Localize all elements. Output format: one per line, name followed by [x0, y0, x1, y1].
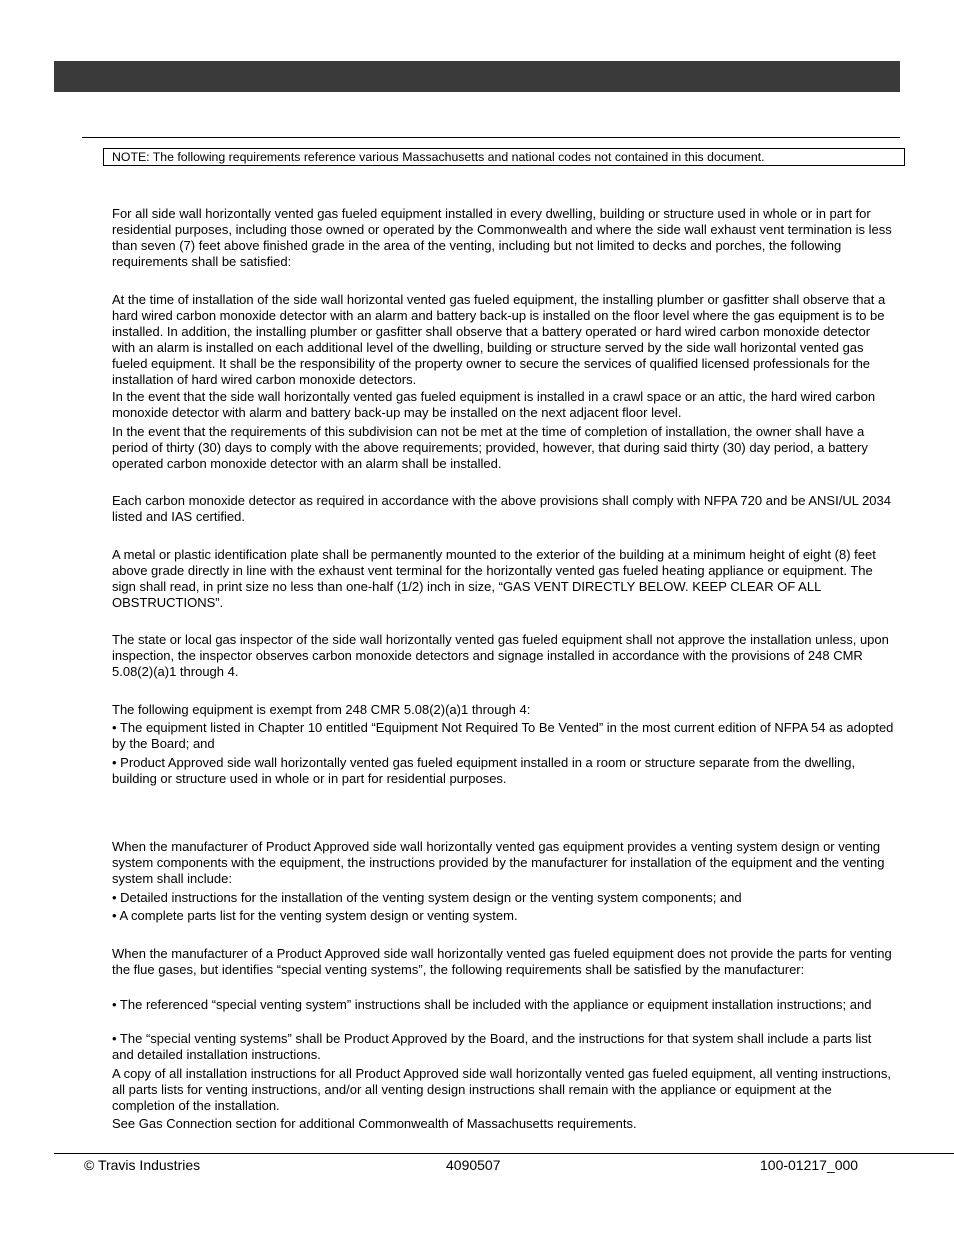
paragraph-detector-compliance: Each carbon monoxide detector as required in accordance with the above provisions shall comply with NFPA 720 and be ANSI/UL 2034 listed and IAS certified.: [112, 493, 891, 524]
exemption-item-separate-structure: • Product Approved side wall horizontally vented gas fueled equipment installed in a room or structure separate from the dwelling, building or structure used in whole or in part for residential purposes.: [112, 755, 856, 786]
paragraph-special-venting: When the manufacturer of a Product Approved side wall horizontally vented gas fueled equipment does not provide the parts for venting the flue gases, but identifies “special venting systems”, the following requirements shall be satisfied by the manufacturer:: [112, 946, 892, 977]
footer-document-number: 4090507: [446, 1157, 501, 1173]
paragraph-manufacturer-venting-design: When the manufacturer of Product Approved side wall horizontally vented gas equipment provides a venting system design or venting system components with the equipment, the instructions provided by the manufacturer for installation of the equipment and the venting system shall include:: [112, 839, 885, 886]
paragraph-residential-requirements: For all side wall horizontally vented gas fueled equipment installed in every dwelling, building or structure used in whole or in part for residential purposes, including those owned or operated by the Commonwealth and where the side wall exhaust vent termination is less than seven (7) feet above finished grade in the area of the venting, including but not limited to decks and porches, the following requirements shall be satisfied:: [112, 206, 892, 269]
list-item-product-approved: • The “special venting systems” shall be Product Approved by the Board, and the instructions for that system shall include a parts list and detailed installation instructions.: [112, 1031, 872, 1062]
footer-part-number: 100-01217_000: [760, 1157, 859, 1173]
top-rule: [82, 137, 900, 138]
exemption-item-nfpa54: • The equipment listed in Chapter 10 entitled “Equipment Not Required To Be Vented” in the most current edition of NFPA 54 as adopted by the Board; and: [112, 720, 894, 751]
footer-copyright: © Travis Industries: [84, 1157, 201, 1173]
header-bar: [54, 61, 900, 92]
note-box: NOTE: The following requirements reference various Massachusetts and national codes not contained in this document.: [103, 148, 905, 166]
paragraph-gas-connection-reference: See Gas Connection section for additional Commonwealth of Massachusetts requirements.: [112, 1116, 637, 1131]
paragraph-identification-plate: A metal or plastic identification plate shall be permanently mounted to the exterior of the building at a minimum height of eight (8) feet above grade directly in line with the exhaust vent terminal for the horizontally vented gas fueled heating appliance or equipment. The sign shall read, in print size no less than one-half (1/2) inch in size, “GAS VENT DIRECTLY BELOW. KEEP CLEAR OF ALL OBSTRUCTIONS”.: [112, 547, 876, 610]
paragraph-exemptions: The following equipment is exempt from 248 CMR 5.08(2)(a)1 through 4:: [112, 702, 531, 717]
paragraph-inspection: The state or local gas inspector of the side wall horizontally vented gas fueled equipment shall not approve the installation unless, upon inspection, the inspector observes carbon monoxide detectors and signage installed in accordance with the provisions of 248 CMR 5.08(2)(a)1 through 4.: [112, 632, 889, 679]
list-item-special-venting-instructions: • The referenced “special venting system” instructions shall be included with the appliance or equipment installation instructions; and: [112, 997, 872, 1012]
paragraph-copy-of-instructions: A copy of all installation instructions for all Product Approved side wall horizontally vented gas fueled equipment, all venting instructions, all parts lists for venting instructions, and/or all venting design instructions shall remain with the appliance or equipment at the completion of the installation.: [112, 1066, 891, 1113]
paragraph-detector-installation: At the time of installation of the side wall horizontal vented gas fueled equipment, the installing plumber or gasfitter shall observe that a hard wired carbon monoxide detector with an alarm and battery back-up is installed on the floor level where the gas equipment is to be installed. In addition, the installing plumber or gasfitter shall observe that a battery operated or hard wired carbon monoxide detector with an alarm is installed on each additional level of the dwelling, building or structure served by the side wall horizontal vented gas fueled equipment. It shall be the responsibility of the property owner to secure the services of qualified licensed professionals for the installation of hard wired carbon monoxide detectors.: [112, 292, 886, 387]
paragraph-thirty-day-period: In the event that the requirements of this subdivision can not be met at the time of completion of installation, the owner shall have a period of thirty (30) days to comply with the above requirements; provided, however, that during said thirty (30) day period, a battery operated carbon monoxide detector with an alarm shall be installed.: [112, 424, 868, 471]
list-item-parts-list: • A complete parts list for the venting system design or venting system.: [112, 908, 518, 923]
paragraph-crawl-space: In the event that the side wall horizontally vented gas fueled equipment is installed in a crawl space or an attic, the hard wired carbon monoxide detector with alarm and battery back-up may be installed on the next adjacent floor level.: [112, 389, 876, 420]
footer-rule: [54, 1153, 954, 1154]
list-item-detailed-instructions: • Detailed instructions for the installation of the venting system design or the venting system components; and: [112, 890, 742, 905]
